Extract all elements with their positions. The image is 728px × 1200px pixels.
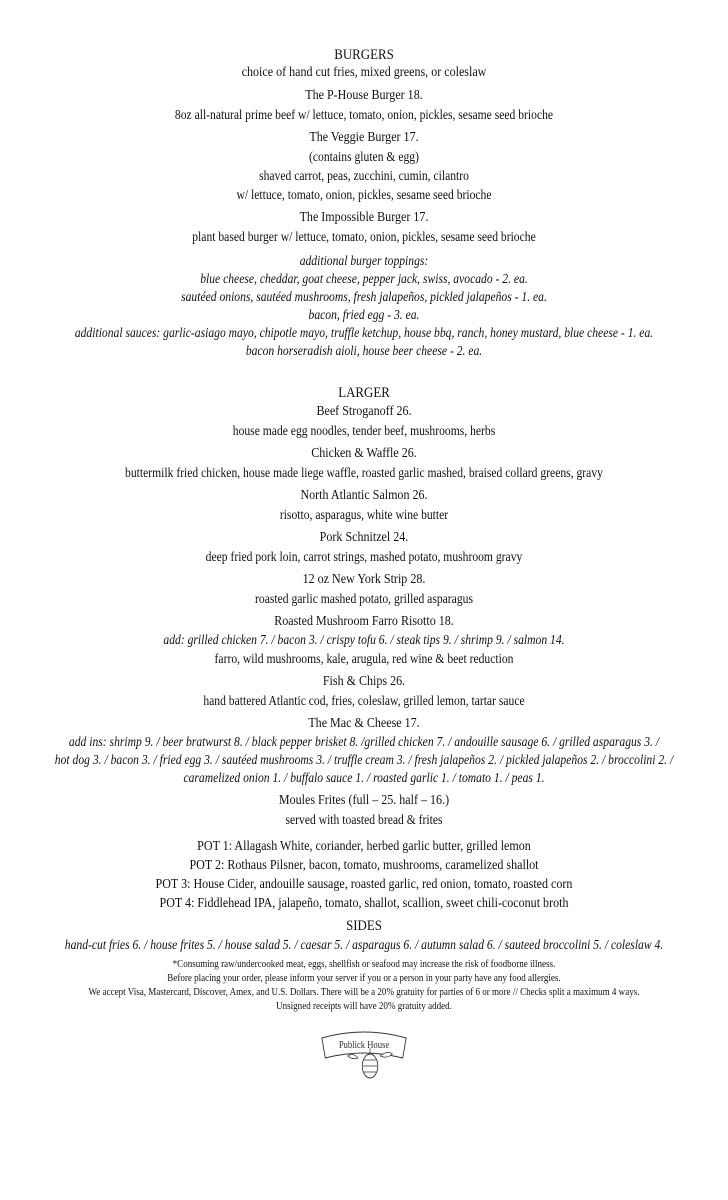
menu-item-chicken-waffle (51, 444, 677, 482)
item-addons: hot dog 3. / bacon 3. / fried egg 3. / sautéed mushrooms 3. / truffle cream 3. / fresh jalapeños 2. / pickled jalapeños 2. / broccolini 2. / (54, 752, 674, 767)
toppings-line: blue cheese, cheddar, goat cheese, pepper jack, swiss, avocado - 2. ea. (200, 271, 528, 286)
item-name: Roasted Mushroom Farro Risotto 18. (274, 614, 454, 629)
menu-item-mac-cheese (51, 714, 677, 787)
toppings-line: sautéed onions, sautéed mushrooms, fresh jalapeños, pickled jalapeños - 1. ea. (181, 289, 547, 304)
item-name: Chicken & Waffle 26. (311, 446, 417, 461)
burgers-subtitle: choice of hand cut fries, mixed greens, or coleslaw (241, 65, 487, 80)
note-line: We accept Visa, Mastercard, Discover, Amex, and U.S. Dollars. There will be a 20% gratuity for parties of 6 or more // Checks split a maximum 4 ways. (88, 987, 640, 998)
menu-item-ny-strip (51, 570, 677, 608)
sides-list: hand-cut fries 6. / house frites 5. / house salad 5. / caesar 5. / asparagus 6. / autumn salad 6. / sauteed broccolini 5. / coleslaw 4. (64, 937, 664, 952)
menu-item-impossible-burger (51, 208, 677, 246)
note-line: Before placing your order, please inform your server if you or a person in your party have any food allergies. (167, 973, 561, 984)
note-line: *Consuming raw/undercooked meat, eggs, shellfish or seafood may increase the risk of foodborne illness. (172, 959, 556, 970)
item-desc: served with toasted bread & frites (285, 812, 443, 827)
moules-pots (51, 837, 677, 913)
item-desc: house made egg noodles, tender beef, mushrooms, herbs (232, 423, 496, 438)
burgers-section (51, 46, 677, 360)
menu-item-moules-frites (51, 791, 677, 829)
item-addons: caramelized onion 1. / buffalo sauce 1. / roasted garlic 1. / tomato 1. / peas 1. (183, 770, 545, 785)
item-name: The Veggie Burger 17. (309, 130, 419, 145)
toppings-line: bacon, fried egg - 3. ea. (308, 307, 420, 322)
item-name: The Impossible Burger 17. (299, 210, 429, 225)
item-name: North Atlantic Salmon 26. (300, 488, 428, 503)
item-name: Fish & Chips 26. (322, 674, 406, 689)
sides-section (51, 917, 677, 954)
item-addons: add ins: shrimp 9. / beer bratwurst 8. / black pepper brisket 8. /grilled chicken 7. / andouille sausage 6. / grilled asparagus 3. / (68, 734, 660, 749)
item-desc: hand battered Atlantic cod, fries, coleslaw, grilled lemon, tartar sauce (203, 693, 525, 708)
item-desc: (contains gluten & egg) (309, 149, 419, 164)
item-desc: plant based burger w/ lettuce, tomato, onion, pickles, sesame seed brioche (192, 229, 536, 244)
item-name: Moules Frites (full – 25. half – 16.) (278, 793, 450, 808)
item-desc: farro, wild mushrooms, kale, arugula, red wine & beet reduction (214, 651, 514, 666)
menu-item-farro-risotto (51, 612, 677, 668)
pot-option: POT 2: Rothaus Pilsner, bacon, tomato, mushrooms, caramelized shallot (189, 858, 539, 873)
larger-heading: LARGER (338, 385, 390, 401)
note-line: Unsigned receipts will have 20% gratuity added. (276, 1001, 452, 1012)
burgers-heading: BURGERS (334, 47, 394, 63)
item-desc: risotto, asparagus, white wine butter (279, 507, 449, 522)
item-desc: roasted garlic mashed potato, grilled asparagus (255, 591, 473, 606)
pot-option: POT 4: Fiddlehead IPA, jalapeño, tomato, shallot, scallion, sweet chili-coconut broth (159, 896, 569, 911)
item-name: The P-House Burger 18. (305, 88, 423, 103)
toppings-line: additional sauces: garlic-asiago mayo, chipotle mayo, truffle ketchup, house bbq, ranch, honey mustard, blue cheese - 1. ea. (74, 325, 654, 340)
item-desc: deep fried pork loin, carrot strings, mashed potato, mushroom gravy (205, 549, 523, 564)
larger-section (51, 384, 677, 913)
sides-heading: SIDES (346, 918, 382, 934)
hop-logo-icon (317, 1024, 412, 1082)
item-name: 12 oz New York Strip 28. (302, 572, 426, 587)
item-desc: w/ lettuce, tomato, onion, pickles, sesame seed brioche (236, 187, 492, 202)
item-desc: shaved carrot, peas, zucchini, cumin, cilantro (259, 168, 469, 183)
toppings-line: bacon horseradish aioli, house beer cheese - 2. ea. (245, 343, 483, 358)
item-name: Pork Schnitzel 24. (319, 530, 409, 545)
menu-item-phouse-burger (51, 86, 677, 124)
pot-option: POT 1: Allagash White, coriander, herbed garlic butter, grilled lemon (197, 839, 531, 854)
menu-item-salmon (51, 486, 677, 524)
item-name: Beef Stroganoff 26. (316, 404, 412, 419)
menu-item-schnitzel (51, 528, 677, 566)
logo-text: Publick House (338, 1040, 390, 1052)
item-desc: 8oz all-natural prime beef w/ lettuce, tomato, onion, pickles, sesame seed brioche (174, 107, 554, 122)
publick-house-logo (51, 1024, 677, 1082)
pot-option: POT 3: House Cider, andouille sausage, roasted garlic, red onion, tomato, roasted corn (155, 877, 573, 892)
menu-item-veggie-burger (51, 128, 677, 204)
item-desc: buttermilk fried chicken, house made liege waffle, roasted garlic mashed, braised collard greens, gravy (125, 465, 603, 480)
item-addons: add: grilled chicken 7. / bacon 3. / crispy tofu 6. / steak tips 9. / shrimp 9. / salmon 14. (163, 632, 565, 647)
item-name: The Mac & Cheese 17. (308, 716, 420, 731)
toppings-line: additional burger toppings: (299, 253, 429, 268)
menu-item-stroganoff (51, 402, 677, 440)
menu-item-fish-chips (51, 672, 677, 710)
burger-toppings (51, 252, 677, 360)
menu-notes (51, 958, 677, 1014)
menu-page (51, 0, 677, 1082)
